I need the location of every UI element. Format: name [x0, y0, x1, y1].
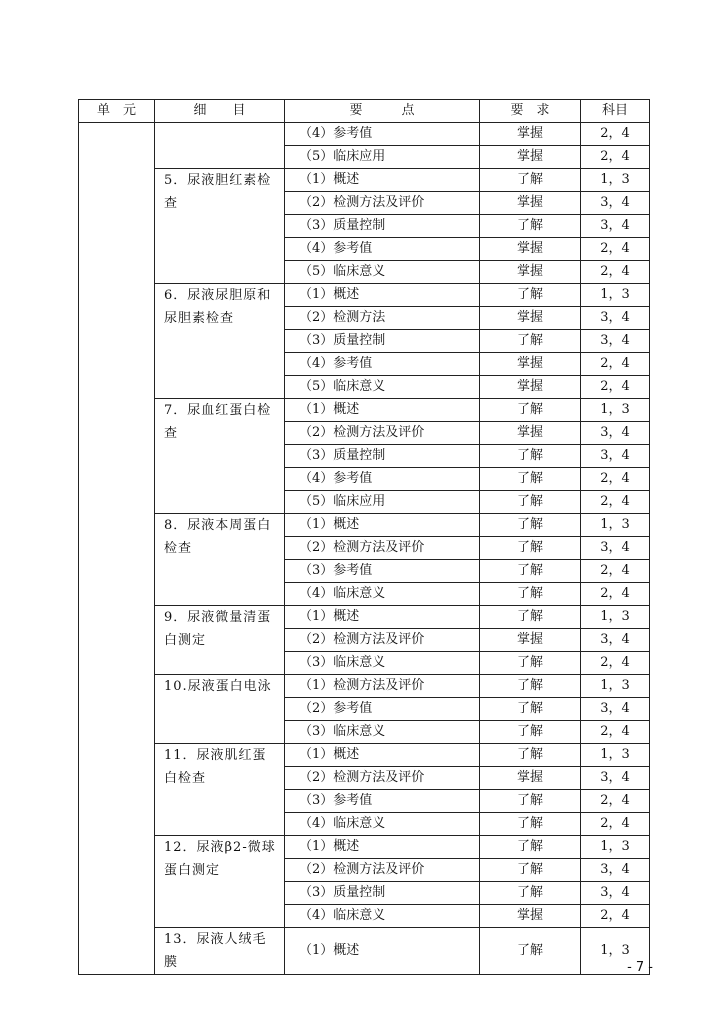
point-cell: （2）检测方法及评价	[285, 767, 480, 790]
requirement-cell: 了解	[480, 169, 581, 192]
point-cell: （1）概述	[285, 169, 480, 192]
subject-cell: 2，4	[581, 790, 650, 813]
table-row	[79, 606, 650, 629]
requirement-cell: 了解	[480, 928, 581, 975]
point-cell: （1）概述	[285, 928, 480, 975]
requirement-cell: 了解	[480, 790, 581, 813]
subject-cell: 3，4	[581, 422, 650, 445]
point-cell: （4）参考值	[285, 468, 480, 491]
point-cell: （2）参考值	[285, 698, 480, 721]
subject-cell: 2，4	[581, 491, 650, 514]
item-cell: 13．尿液人绒毛膜	[155, 928, 285, 975]
requirement-cell: 了解	[480, 813, 581, 836]
subject-cell: 2，4	[581, 560, 650, 583]
point-cell: （3）参考值	[285, 560, 480, 583]
subject-cell: 3，4	[581, 445, 650, 468]
point-cell: （5）临床应用	[285, 491, 480, 514]
point-cell: （2）检测方法	[285, 307, 480, 330]
requirement-cell: 了解	[480, 675, 581, 698]
subject-cell: 1，3	[581, 284, 650, 307]
item-cell: 8．尿液本周蛋白检查	[155, 514, 285, 606]
point-cell: （4）临床意义	[285, 813, 480, 836]
subject-cell: 1，3	[581, 606, 650, 629]
syllabus-table	[78, 99, 650, 975]
point-cell: （2）检测方法及评价	[285, 537, 480, 560]
point-cell: （4）参考值	[285, 238, 480, 261]
point-cell: （5）临床意义	[285, 376, 480, 399]
table-row	[79, 836, 650, 859]
subject-cell: 2，4	[581, 813, 650, 836]
subject-cell: 1，3	[581, 399, 650, 422]
subject-cell: 3，4	[581, 882, 650, 905]
table-row	[79, 744, 650, 767]
table-row	[79, 514, 650, 537]
point-cell: （4）参考值	[285, 123, 480, 146]
requirement-cell: 了解	[480, 514, 581, 537]
subject-cell: 3，4	[581, 859, 650, 882]
point-cell: （1）概述	[285, 606, 480, 629]
header-requirement: 要 求	[480, 100, 581, 123]
subject-cell: 3，4	[581, 629, 650, 652]
requirement-cell: 了解	[480, 859, 581, 882]
requirement-cell: 了解	[480, 215, 581, 238]
point-cell: （1）概述	[285, 399, 480, 422]
requirement-cell: 了解	[480, 284, 581, 307]
table-row	[79, 399, 650, 422]
point-cell: （1）概述	[285, 744, 480, 767]
requirement-cell: 掌握	[480, 629, 581, 652]
requirement-cell: 掌握	[480, 905, 581, 928]
requirement-cell: 了解	[480, 652, 581, 675]
requirement-cell: 掌握	[480, 307, 581, 330]
point-cell: （1）检测方法及评价	[285, 675, 480, 698]
point-cell: （3）质量控制	[285, 215, 480, 238]
requirement-cell: 了解	[480, 399, 581, 422]
subject-cell: 3，4	[581, 307, 650, 330]
point-cell: （5）临床应用	[285, 146, 480, 169]
point-cell: （1）概述	[285, 514, 480, 537]
item-cell: 10.尿液蛋白电泳	[155, 675, 285, 744]
subject-cell: 2，4	[581, 583, 650, 606]
requirement-cell: 掌握	[480, 192, 581, 215]
subject-cell: 1，3	[581, 675, 650, 698]
point-cell: （3）临床意义	[285, 721, 480, 744]
point-cell: （5）临床意义	[285, 261, 480, 284]
item-cell: 9．尿液微量清蛋白测定	[155, 606, 285, 675]
requirement-cell: 了解	[480, 560, 581, 583]
header-point: 要 点	[285, 100, 480, 123]
requirement-cell: 了解	[480, 468, 581, 491]
point-cell: （3）质量控制	[285, 330, 480, 353]
subject-cell: 1，3	[581, 169, 650, 192]
header-subject: 科目	[581, 100, 650, 123]
requirement-cell: 了解	[480, 537, 581, 560]
subject-cell: 2，4	[581, 376, 650, 399]
item-cell: 12．尿液β2-微球蛋白测定	[155, 836, 285, 928]
point-cell: （4）参考值	[285, 353, 480, 376]
point-cell: （2）检测方法及评价	[285, 192, 480, 215]
point-cell: （3）质量控制	[285, 445, 480, 468]
subject-cell: 2，4	[581, 468, 650, 491]
point-cell: （1）概述	[285, 284, 480, 307]
point-cell: （4）临床意义	[285, 583, 480, 606]
point-cell: （4）临床意义	[285, 905, 480, 928]
header-row	[79, 100, 650, 123]
subject-cell: 3，4	[581, 767, 650, 790]
requirement-cell: 掌握	[480, 422, 581, 445]
item-cell-continued	[155, 123, 285, 169]
subject-cell: 2，4	[581, 238, 650, 261]
requirement-cell: 掌握	[480, 767, 581, 790]
subject-cell: 2，4	[581, 353, 650, 376]
point-cell: （1）概述	[285, 836, 480, 859]
requirement-cell: 了解	[480, 721, 581, 744]
subject-cell: 3，4	[581, 330, 650, 353]
subject-cell: 3，4	[581, 537, 650, 560]
requirement-cell: 了解	[480, 836, 581, 859]
subject-cell: 3，4	[581, 215, 650, 238]
subject-cell: 3，4	[581, 192, 650, 215]
subject-cell: 1，3	[581, 928, 650, 975]
point-cell: （2）检测方法及评价	[285, 629, 480, 652]
subject-cell: 2，4	[581, 721, 650, 744]
point-cell: （3）质量控制	[285, 882, 480, 905]
requirement-cell: 了解	[480, 445, 581, 468]
unit-cell	[79, 123, 155, 975]
subject-cell: 2，4	[581, 652, 650, 675]
subject-cell: 2，4	[581, 123, 650, 146]
requirement-cell: 了解	[480, 491, 581, 514]
requirement-cell: 了解	[480, 882, 581, 905]
table-row	[79, 284, 650, 307]
requirement-cell: 了解	[480, 583, 581, 606]
table-row	[79, 675, 650, 698]
point-cell: （2）检测方法及评价	[285, 859, 480, 882]
requirement-cell: 掌握	[480, 146, 581, 169]
subject-cell: 1，3	[581, 514, 650, 537]
subject-cell: 2，4	[581, 905, 650, 928]
subject-cell: 1，3	[581, 744, 650, 767]
subject-cell: 2，4	[581, 261, 650, 284]
subject-cell: 3，4	[581, 698, 650, 721]
point-cell: （3）参考值	[285, 790, 480, 813]
requirement-cell: 了解	[480, 698, 581, 721]
subject-cell: 2，4	[581, 146, 650, 169]
item-cell: 6．尿液尿胆原和尿胆素检查	[155, 284, 285, 399]
item-cell: 5．尿液胆红素检查	[155, 169, 285, 284]
item-cell: 7．尿血红蛋白检查	[155, 399, 285, 514]
requirement-cell: 掌握	[480, 376, 581, 399]
requirement-cell: 了解	[480, 744, 581, 767]
subject-cell: 1，3	[581, 836, 650, 859]
page-number: - 7 -	[627, 960, 653, 975]
header-item: 细 目	[155, 100, 285, 123]
header-unit: 单 元	[79, 100, 155, 123]
table-row	[79, 928, 650, 975]
table-body	[79, 123, 650, 975]
point-cell: （3）临床意义	[285, 652, 480, 675]
requirement-cell: 了解	[480, 330, 581, 353]
table-row	[79, 123, 650, 146]
table-row	[79, 169, 650, 192]
requirement-cell: 了解	[480, 606, 581, 629]
requirement-cell: 掌握	[480, 123, 581, 146]
requirement-cell: 掌握	[480, 353, 581, 376]
requirement-cell: 掌握	[480, 261, 581, 284]
point-cell: （2）检测方法及评价	[285, 422, 480, 445]
item-cell: 11．尿液肌红蛋白检查	[155, 744, 285, 836]
requirement-cell: 掌握	[480, 238, 581, 261]
